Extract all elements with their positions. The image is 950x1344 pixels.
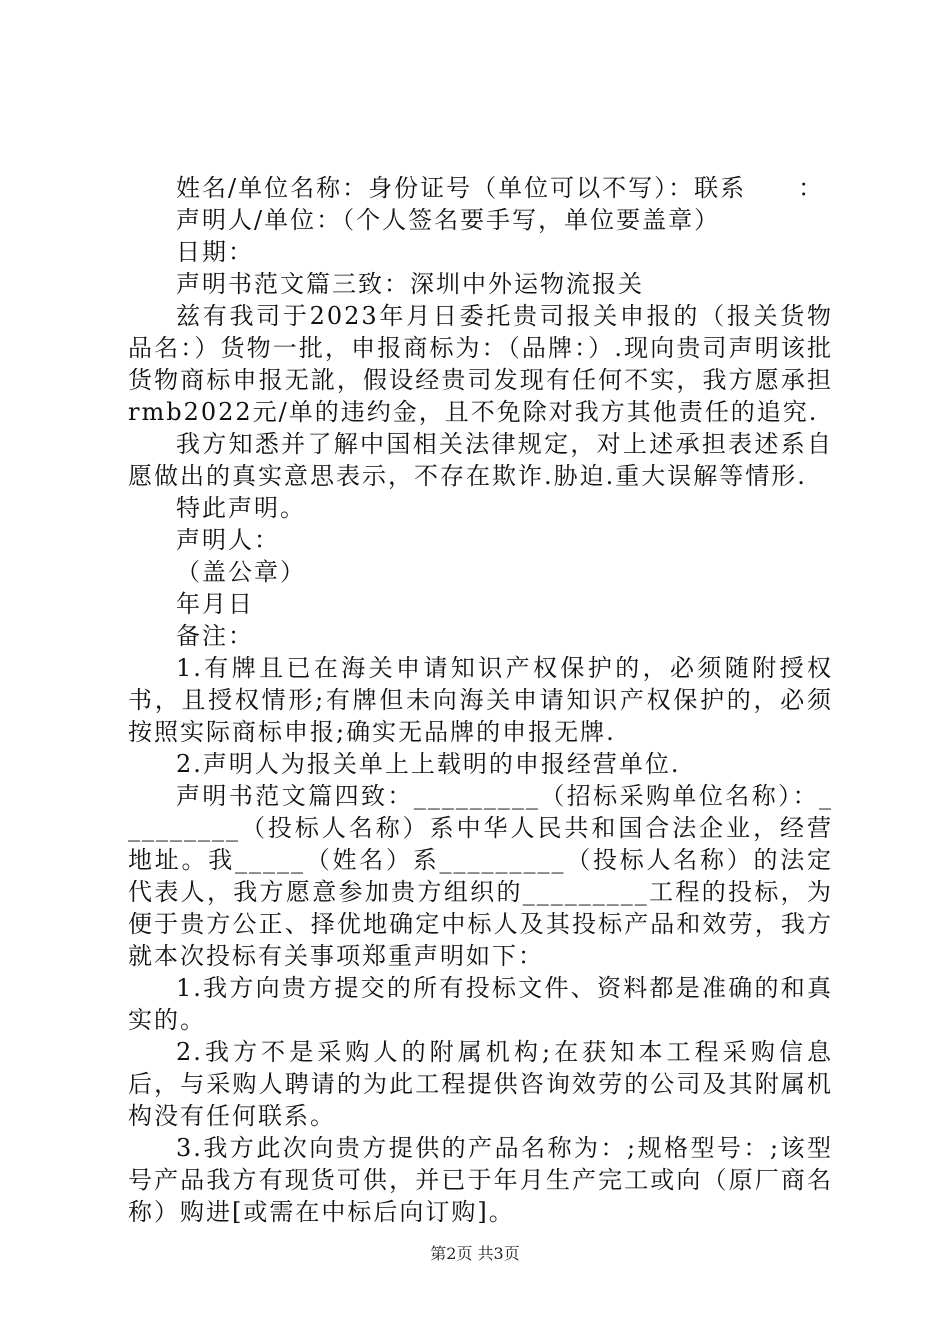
paragraph-sample-four-heading: 声明书范文篇四致：_________（招标采购单位名称）：_________（投标人名称）系中华人民共和国合法企业，经营地址。我_____（姓名）系_________（投标人名称）的法定代表人，我方愿意参加贵方组织的_________工程的投标，为便于贵方公正、择优地确定中标人及其投标产品和效劳，我方就本次投标有关事项郑重声明如下：: [128, 782, 833, 970]
paragraph-date: 日期：: [176, 238, 254, 266]
paragraph-bid-point-two: 2.我方不是采购人的附属机构;在获知本工程采购信息后，与采购人聘请的为此工程提供咨询效劳的公司及其附属机构没有任何联系。: [128, 1038, 833, 1130]
paragraph-declarant: 声明人：: [176, 526, 280, 554]
document-body: [128, 172, 833, 1228]
paragraph-bid-point-three: 3.我方此次向贵方提供的产品名称为：;规格型号：;该型号产品我方有现货可供，并已于年月生产完工或向（原厂商名称）购进[或需在中标后向订购]。: [128, 1134, 833, 1226]
paragraph-sample-three-heading: 声明书范文篇三致：深圳中外运物流报关: [176, 270, 644, 298]
paragraph-remarks-heading: 备注：: [176, 622, 254, 650]
paragraph-declarant-signature: 声明人/单位：（个人签名要手写，单位要盖章）: [176, 206, 721, 234]
paragraph-name-id: 姓名/单位名称：身份证号（单位可以不写）：联系 ：: [176, 174, 825, 202]
paragraph-official-seal: （盖公章）: [176, 558, 306, 586]
page-number-footer: 第2页 共3页: [430, 1244, 520, 1263]
paragraph-trademark-declaration: 兹有我司于2023年月日委托贵司报关申报的（报关货物品名：）货物一批，申报商标为：（品牌：）.现向贵司声明该批货物商标申报无訛，假设经贵司发现有任何不实，我方愿承担rmb2022元/单的违约金，且不免除对我方其他责任的追究.: [128, 302, 833, 426]
paragraph-legal-awareness: 我方知悉并了解中国相关法律规定，对上述承担表述系自愿做出的真实意思表示，不存在欺诈.胁迫.重大误解等情形.: [128, 430, 833, 490]
paragraph-bid-point-one: 1.我方向贵方提交的所有投标文件、资料都是准确的和真实的。: [128, 974, 833, 1034]
paragraph-remark-two: 2.声明人为报关单上上载明的申报经营单位.: [176, 750, 681, 778]
paragraph-hereby-declare: 特此声明。: [176, 494, 306, 522]
paragraph-year-month-day: 年月日: [176, 590, 254, 618]
paragraph-remark-one: 1.有牌且已在海关申请知识产权保护的，必须随附授权书，且授权情形;有牌但未向海关申请知识产权保护的，必须按照实际商标申报;确实无品牌的申报无牌.: [128, 654, 833, 746]
